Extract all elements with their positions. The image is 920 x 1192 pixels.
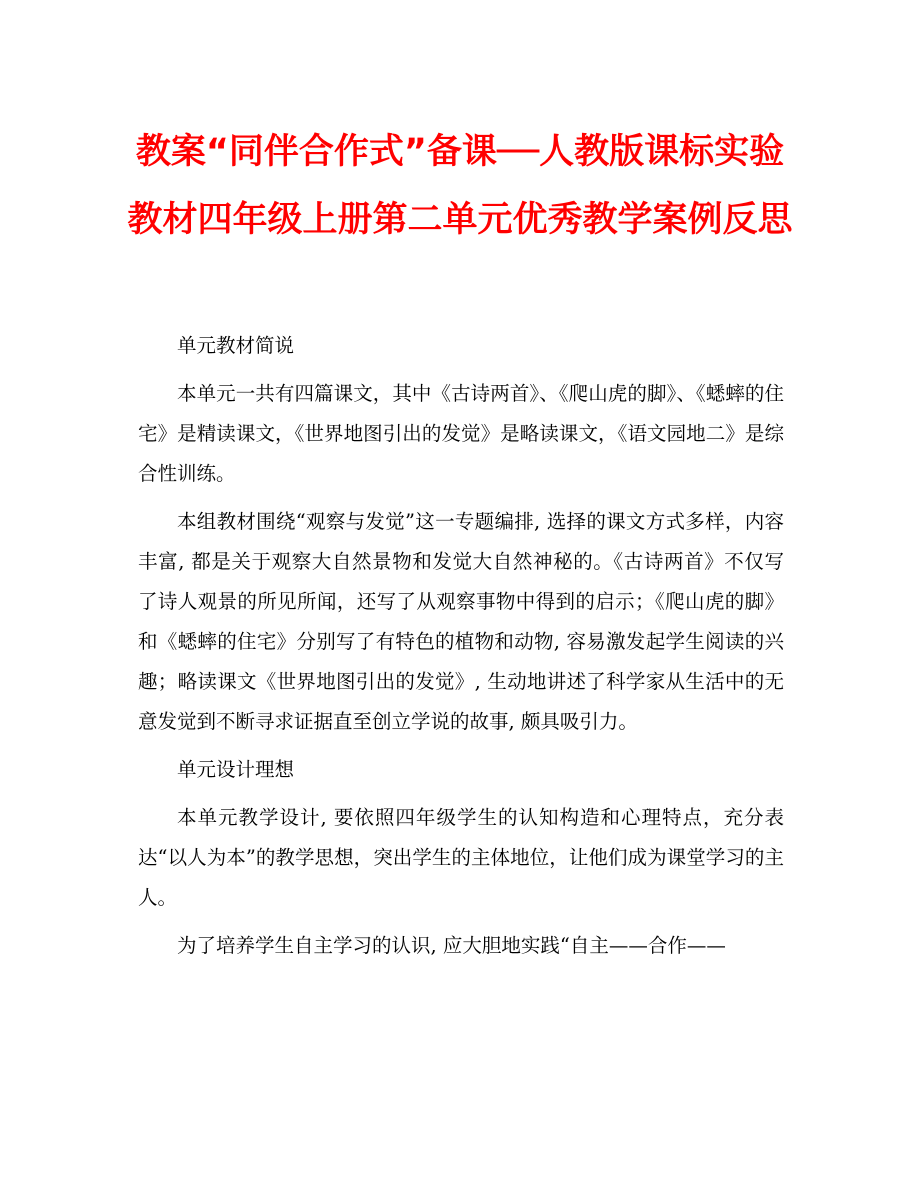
section-heading-unit-materials: 单元教材简说 xyxy=(177,334,295,357)
paragraph: 本组教材围绕“观察与发觉”这一专题编排, 选择的课文方式多样，内容丰富, 都是关于观察大自然景物和发觉大自然神秘的。《古诗两首》不仅写了诗人观景的所见所闻，还写了从观察事物中得到的启示；《爬山虎的脚》和《蟋蟀的住宅》分别写了有特色的植物和动物, 容易激发起学生阅读的兴趣；略读课文《世界地图引出的发觉》, 生动地讲述了科学家从生活中的无意发觉到不断寻求证据直至创立学说的故事, 颇具吸引力。 xyxy=(138,510,784,733)
document-title: 教案“同伴合作式”备课──人教版课标实验教材四年级上册第二单元优秀教学案例反思 xyxy=(127,132,793,240)
paragraph: 为了培养学生自主学习的认识, 应大胆地实践“自主——合作—— xyxy=(177,934,726,957)
document-body xyxy=(138,326,784,974)
paragraph: 本单元一共有四篇课文，其中《古诗两首》、《爬山虎的脚》、《蟋蟀的住宅》是精读课文，《世界地图引出的发觉》是略读课文，《语文园地二》是综合性训练。 xyxy=(138,382,784,485)
paragraph: 本单元教学设计, 要依照四年级学生的认知构造和心理特点，充分表达“以人为本”的教学思想，突出学生的主体地位，让他们成为课堂学习的主人。 xyxy=(138,806,784,909)
section-heading-unit-design: 单元设计理想 xyxy=(177,758,295,781)
